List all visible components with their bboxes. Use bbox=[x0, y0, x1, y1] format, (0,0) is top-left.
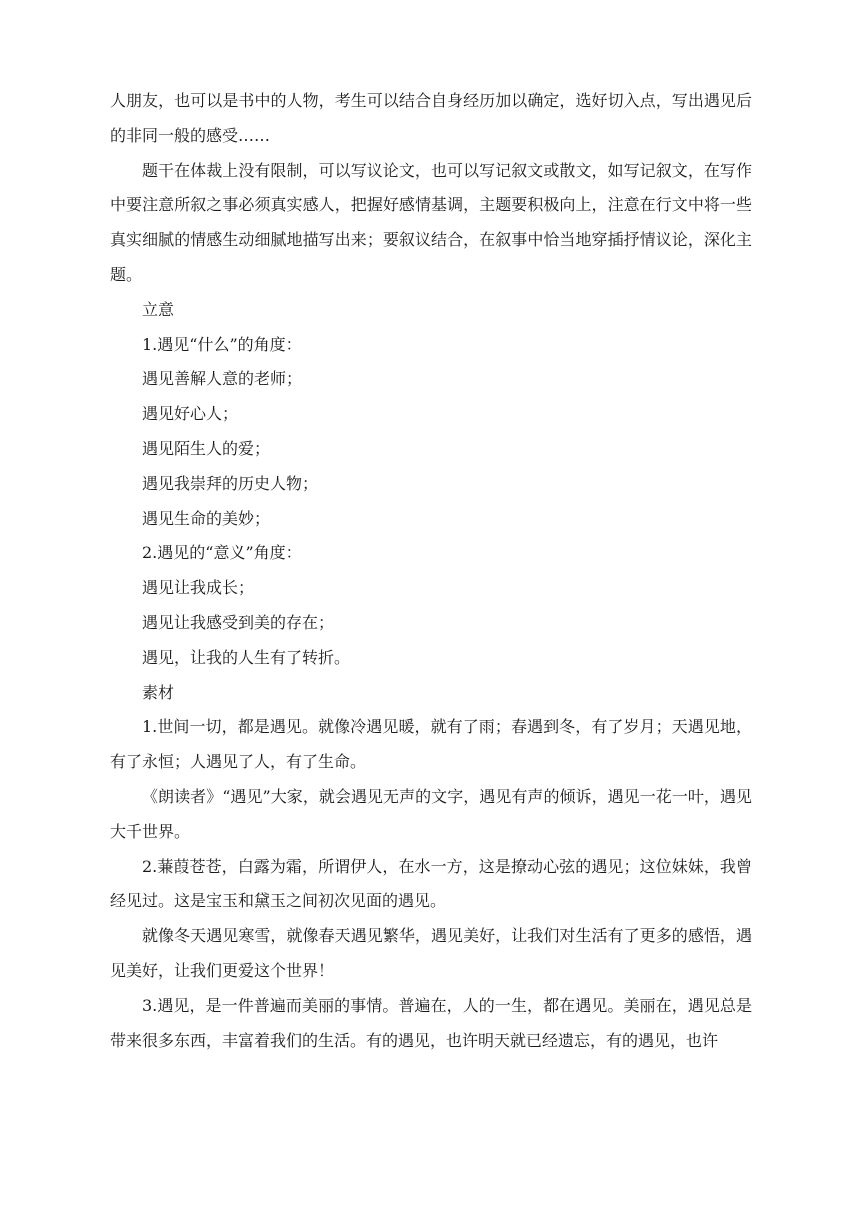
list-item: 遇见陌生人的爱； bbox=[142, 438, 271, 458]
material-paragraph: 《朗读者》“遇见”大家，就会遇见无声的文字，遇见有声的倾诉，遇见一花一叶，遇见大千世界。 bbox=[110, 786, 752, 841]
list-heading-what: 1.遇见“什么”的角度： bbox=[142, 334, 302, 354]
material-paragraph: 3.遇见，是一件普遍而美丽的事情。普遍在，人的一生，都在遇见。美丽在，遇见总是带来很多东西，丰富着我们的生活。有的遇见，也许明天就已经遗忘，有的遇见，也许 bbox=[110, 995, 752, 1050]
material-paragraph: 就像冬天遇见寒雪，就像春天遇见繁华，遇见美好，让我们对生活有了更多的感悟，遇见美好，让我们更爱这个世界！ bbox=[110, 926, 752, 980]
list-item: 遇见，让我的人生有了转折。 bbox=[142, 647, 351, 667]
list-item: 遇见善解人意的老师； bbox=[142, 369, 303, 389]
list-item: 遇见让我成长； bbox=[142, 578, 255, 598]
paragraph-genre-guidance: 题干在体裁上没有限制，可以写议论文，也可以写记叙文或散文，如写记叙文，在写作中要注意所叙之事必须真实感人，把握好感情基调，主题要积极向上，注意在行文中将一些真实细腻的情感生动细腻地描写出来；要叙议结合，在叙事中恰当地穿插抒情议论，深化主题。 bbox=[110, 160, 752, 284]
list-item: 遇见好心人； bbox=[142, 404, 239, 424]
list-heading-meaning: 2.遇见的“意义”角度： bbox=[142, 543, 302, 563]
list-item: 遇见我崇拜的历史人物； bbox=[142, 473, 319, 493]
material-paragraph: 1.世间一切，都是遇见。就像冷遇见暖，就有了雨；春遇到冬，有了岁月；天遇见地，有了永恒；人遇见了人，有了生命。 bbox=[110, 717, 752, 772]
material-paragraph: 2.蒹葭苍苍，白露为霜，所谓伊人，在水一方，这是撩动心弦的遇见；这位妹妹，我曾经见过。这是宝玉和黛玉之间初次见面的遇见。 bbox=[110, 856, 752, 911]
list-item: 遇见让我感受到美的存在； bbox=[142, 612, 335, 632]
list-item: 遇见生命的美妙； bbox=[142, 508, 271, 528]
section-heading-theme: 立意 bbox=[142, 299, 175, 319]
document-body bbox=[110, 84, 752, 1058]
paragraph-continuation: 人朋友，也可以是书中的人物，考生可以结合自身经历加以确定，选好切入点，写出遇见后的非同一般的感受…… bbox=[110, 91, 752, 145]
section-heading-material: 素材 bbox=[142, 682, 175, 702]
